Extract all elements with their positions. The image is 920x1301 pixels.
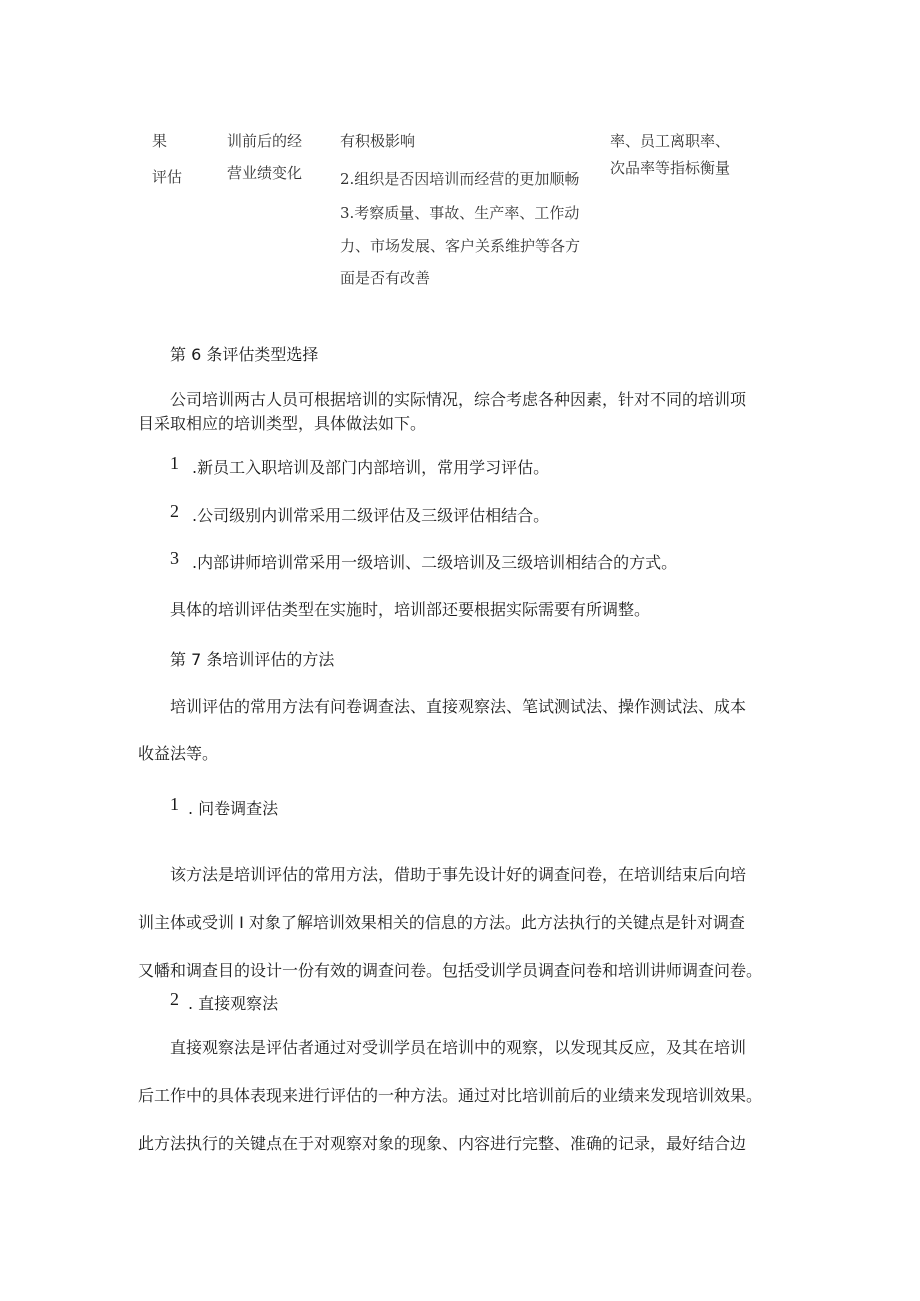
method-1-line2: 训主体或受训 I 对象了解培训效果相关的信息的方法。此方法执行的关键点是针对调查: [138, 913, 745, 932]
table-cell-col3-line5: 面是否有改善: [340, 269, 431, 287]
method-1-line1: 该方法是培训评估的常用方法，借助于事先设计好的调查问卷，在培训结束后向培: [170, 865, 747, 884]
item-text: .公司级别内训常采用二级评估及三级评估相结合。: [192, 506, 550, 525]
table-cell-col4-line2: 次品率等指标衡量: [610, 159, 731, 177]
article-6-heading: 第 6 条评估类型选择: [170, 345, 319, 364]
article-6-intro-line2: 目采取相应的培训类型，具体做法如下。: [138, 414, 427, 433]
method-2-line1: 直接观察法是评估者通过对受训学员在培训中的观察，以发现其反应，及其在培训: [170, 1038, 747, 1057]
item-text: .内部讲师培训常采用一级培训、二级培训及三级培训相结合的方式。: [192, 553, 678, 572]
item-number: 2: [170, 501, 179, 521]
article-7-para-line2: 收益法等。: [138, 744, 219, 763]
item-text: .新员工入职培训及部门内部培训，常用学习评估。: [192, 458, 550, 477]
method-2-line3: 此方法执行的关键点在于对观察对象的现象、内容进行完整、准确的记录，最好结合边: [138, 1134, 747, 1153]
article-6-closing: 具体的培训评估类型在实施时，培训部还要根据实际需要有所调整。: [170, 600, 651, 619]
method-2-line2: 后工作中的具体表现来进行评估的一种方法。通过对比培训前后的业绩来发现培训效果。: [138, 1086, 763, 1105]
table-cell-col1-line1: 果: [152, 132, 168, 150]
item-number: 3: [170, 548, 179, 568]
table-cell-col3-line3: 3.考察质量、事故、生产率、工作动: [340, 204, 580, 222]
item-number: 1: [170, 453, 179, 473]
table-cell-col3-line4: 力、市场发展、客户关系维护等各方: [340, 237, 581, 255]
article-7-heading: 第 7 条培训评估的方法: [170, 650, 335, 669]
article-7-para-line1: 培训评估的常用方法有问卷调查法、直接观察法、笔试测试法、操作测试法、成本: [170, 697, 747, 716]
method-title: . 问卷调查法: [188, 799, 279, 818]
table-cell-col3-line2: 2.组织是否因培训而经营的更加顺畅: [340, 170, 580, 188]
article-6-intro-line1: 公司培训两古人员可根据培训的实际情况，综合考虑各种因素，针对不同的培训项: [170, 390, 747, 409]
table-cell-col1-line2: 评估: [152, 168, 183, 186]
table-cell-col2-line1: 训前后的经: [227, 132, 303, 150]
method-1-line3: 又幡和调查目的设计一份有效的调查问卷。包括受训学员调查问卷和培训讲师调查问卷。: [138, 961, 763, 980]
table-cell-col3-line1: 有积极影响: [340, 132, 416, 150]
table-cell-col4-line1: 率、员工离职率、: [610, 132, 731, 150]
table-cell-col2-line2: 营业绩变化: [227, 164, 303, 182]
method-title: . 直接观察法: [188, 994, 279, 1013]
method-number: 1: [170, 794, 179, 814]
method-number: 2: [170, 989, 179, 1009]
